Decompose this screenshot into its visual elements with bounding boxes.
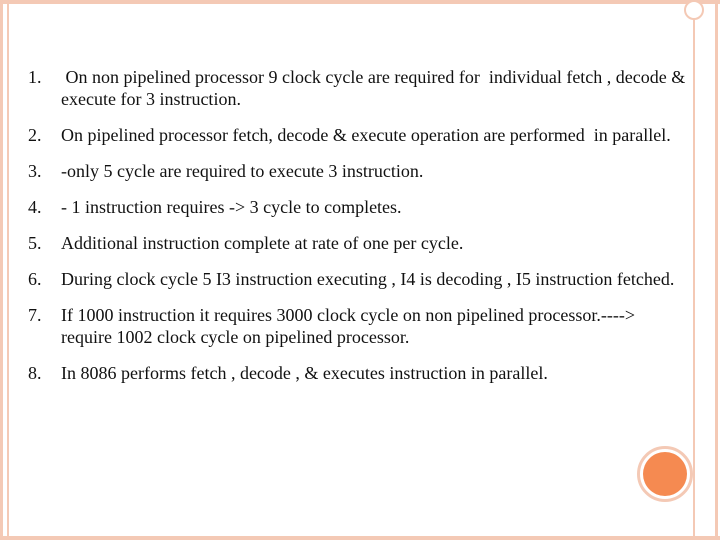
decorative-dot-icon [643,452,687,496]
item-number: 3. [28,161,42,181]
item-text: Additional instruction complete at rate of one per cycle. [61,233,464,253]
list-item [28,196,688,218]
frame-left-inner-line [7,0,9,540]
list-item [28,124,688,146]
list-item [28,66,688,110]
item-number: 5. [28,233,42,253]
item-number: 2. [28,125,42,145]
item-number: 1. [28,67,42,87]
list-item [28,232,688,254]
list-item [28,160,688,182]
slide-content-list [28,66,688,398]
item-text: During clock cycle 5 I3 instruction executing , I4 is decoding , I5 instruction fetched. [61,269,675,289]
item-text: On non pipelined processor 9 clock cycle are required for individual fetch , decode & execute for 3 instruction. [61,67,690,109]
item-number: 6. [28,269,42,289]
frame-top-line [0,0,720,4]
frame-bottom-line [0,536,720,540]
item-text: On pipelined processor fetch, decode & execute operation are performed in parallel. [61,125,671,145]
frame-right-inner-line [693,0,695,540]
item-text: - 1 instruction requires -> 3 cycle to completes. [61,197,402,217]
frame-right-outer-line [715,0,718,540]
item-number: 4. [28,197,42,217]
item-text: In 8086 performs fetch , decode , & executes instruction in parallel. [61,363,548,383]
item-text: -only 5 cycle are required to execute 3 instruction. [61,161,424,181]
item-text: If 1000 instruction it requires 3000 clock cycle on non pipelined processor.----> require 1002 clock cycle on pipelined processor. [61,305,640,347]
frame-left-outer-line [0,0,3,540]
decorative-circle-icon [684,0,704,20]
list-item [28,362,688,384]
list-item [28,304,688,348]
item-number: 8. [28,363,42,383]
list-item [28,268,688,290]
item-number: 7. [28,305,42,325]
